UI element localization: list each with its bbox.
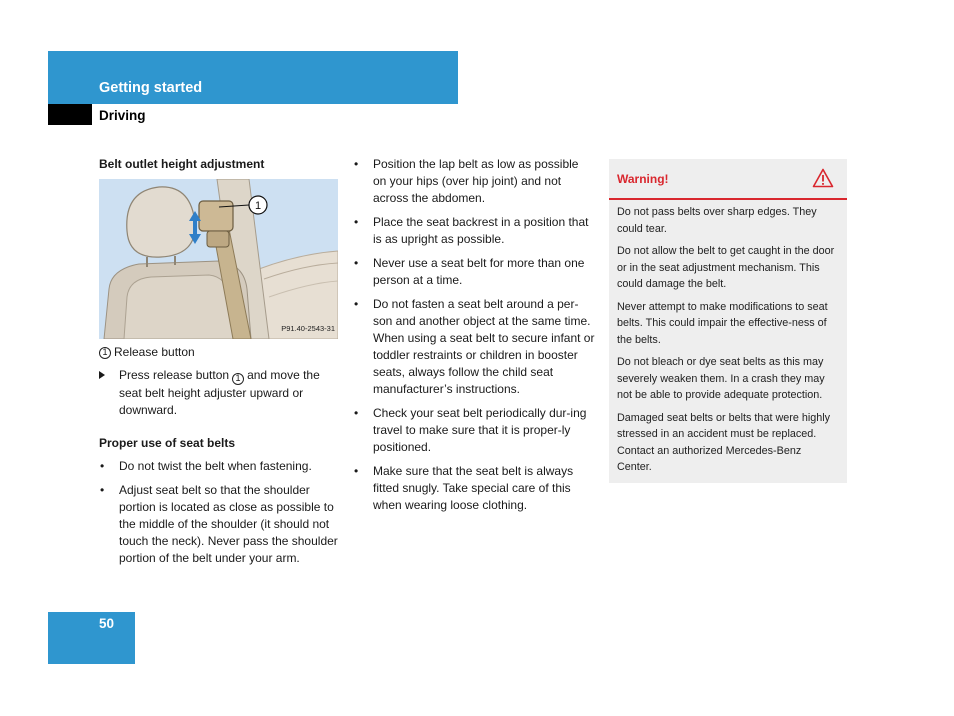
list-item [353, 156, 595, 207]
bullet-icon: • [354, 406, 359, 420]
warning-body [609, 200, 847, 476]
list-item-text: Place the seat backrest in a position that is as upright as possible. [373, 215, 589, 246]
legend-number: 1 [99, 347, 111, 359]
section-title: Getting started [99, 80, 203, 96]
middle-column [353, 156, 595, 521]
seat-belt-illustration-graphic [99, 179, 338, 339]
warning-paragraph: Do not pass belts over sharp edges. They could tear. [617, 206, 817, 235]
warning-paragraph: Do not bleach or dye seat belts as this may severely weaken them. In a crash they may not be able to provide adequate protection. [617, 356, 825, 401]
bullet-icon: • [354, 297, 359, 311]
list-item [99, 482, 339, 567]
section-tab-marker [48, 104, 92, 125]
action-text-before: Press release button [119, 368, 230, 382]
warning-title: Warning! [617, 172, 669, 186]
bullet-icon: • [354, 464, 359, 478]
action-number: 1 [232, 373, 244, 385]
list-item-text: Check your seat belt periodically dur-ing travel to make sure that it is proper-ly positioned. [373, 406, 587, 454]
bullet-icon: • [354, 215, 359, 229]
bullet-icon: • [100, 482, 105, 497]
proper-use-heading: Proper use of seat belts [99, 435, 236, 450]
warning-paragraph: Do not allow the belt to get caught in the door or in the seat adjustment mechanism. This could damage the belt. [617, 245, 835, 290]
list-item-text: Adjust seat belt so that the shoulder portion is located as close as possible to the middle of the shoulder (it should not touch the neck). Never pass the shoulder portion of the belt under your arm. [119, 482, 338, 565]
action-text-after: and move the seat belt height adjuster upward or downward. [119, 368, 320, 417]
list-item-text: Do not fasten a seat belt around a per-son and another object at the same time. When using a seat belt to secure infant or toddler restraints or children in booster seats, always follow the child seat manufacturer’s instructions. [373, 297, 595, 396]
legend-text: Release button [114, 345, 195, 359]
list-item-text: Never use a seat belt for more than one person at a time. [373, 256, 585, 287]
warning-box [609, 159, 847, 483]
subsection-title: Driving [99, 108, 146, 123]
middle-bullet-list [353, 156, 595, 514]
warning-triangle-icon [812, 168, 834, 188]
action-arrow-icon [99, 371, 105, 379]
list-item [353, 405, 595, 456]
action-step [99, 367, 339, 419]
page-number: 50 [99, 616, 115, 631]
list-item-text: Do not twist the belt when fastening. [119, 458, 312, 473]
figure-legend [99, 344, 339, 361]
left-column [99, 156, 339, 574]
warning-paragraph: Never attempt to make modifications to seat belts. This could impair the effective-ness of the belts. [617, 300, 828, 346]
list-item-text: Position the lap belt as low as possible on your hips (over hip joint) and not across the abdomen. [373, 157, 579, 205]
list-item [353, 463, 595, 514]
list-item [353, 296, 595, 398]
list-item [99, 458, 339, 475]
warning-paragraph: Damaged seat belts or belts that were highly stressed in an accident must be replaced. Contact an authorized Mercedes-Benz Center. [617, 411, 831, 473]
figure-callout-1: 1 [254, 200, 262, 212]
bullet-icon: • [100, 458, 105, 473]
list-item-text: Make sure that the seat belt is always fitted snugly. Take special care of this when wearing loose clothing. [373, 464, 574, 512]
bullet-icon: • [354, 256, 359, 270]
list-item [353, 255, 595, 289]
figure-code: P91.40-2543-31 [281, 324, 335, 333]
header-bar [48, 51, 458, 104]
list-item [353, 214, 595, 248]
seat-belt-illustration [99, 179, 338, 339]
left-bullet-list [99, 458, 339, 567]
belt-adjustment-heading: Belt outlet height adjustment [99, 157, 265, 171]
warning-header [609, 159, 847, 200]
bullet-icon: • [354, 157, 359, 171]
page-number-box [48, 612, 135, 664]
